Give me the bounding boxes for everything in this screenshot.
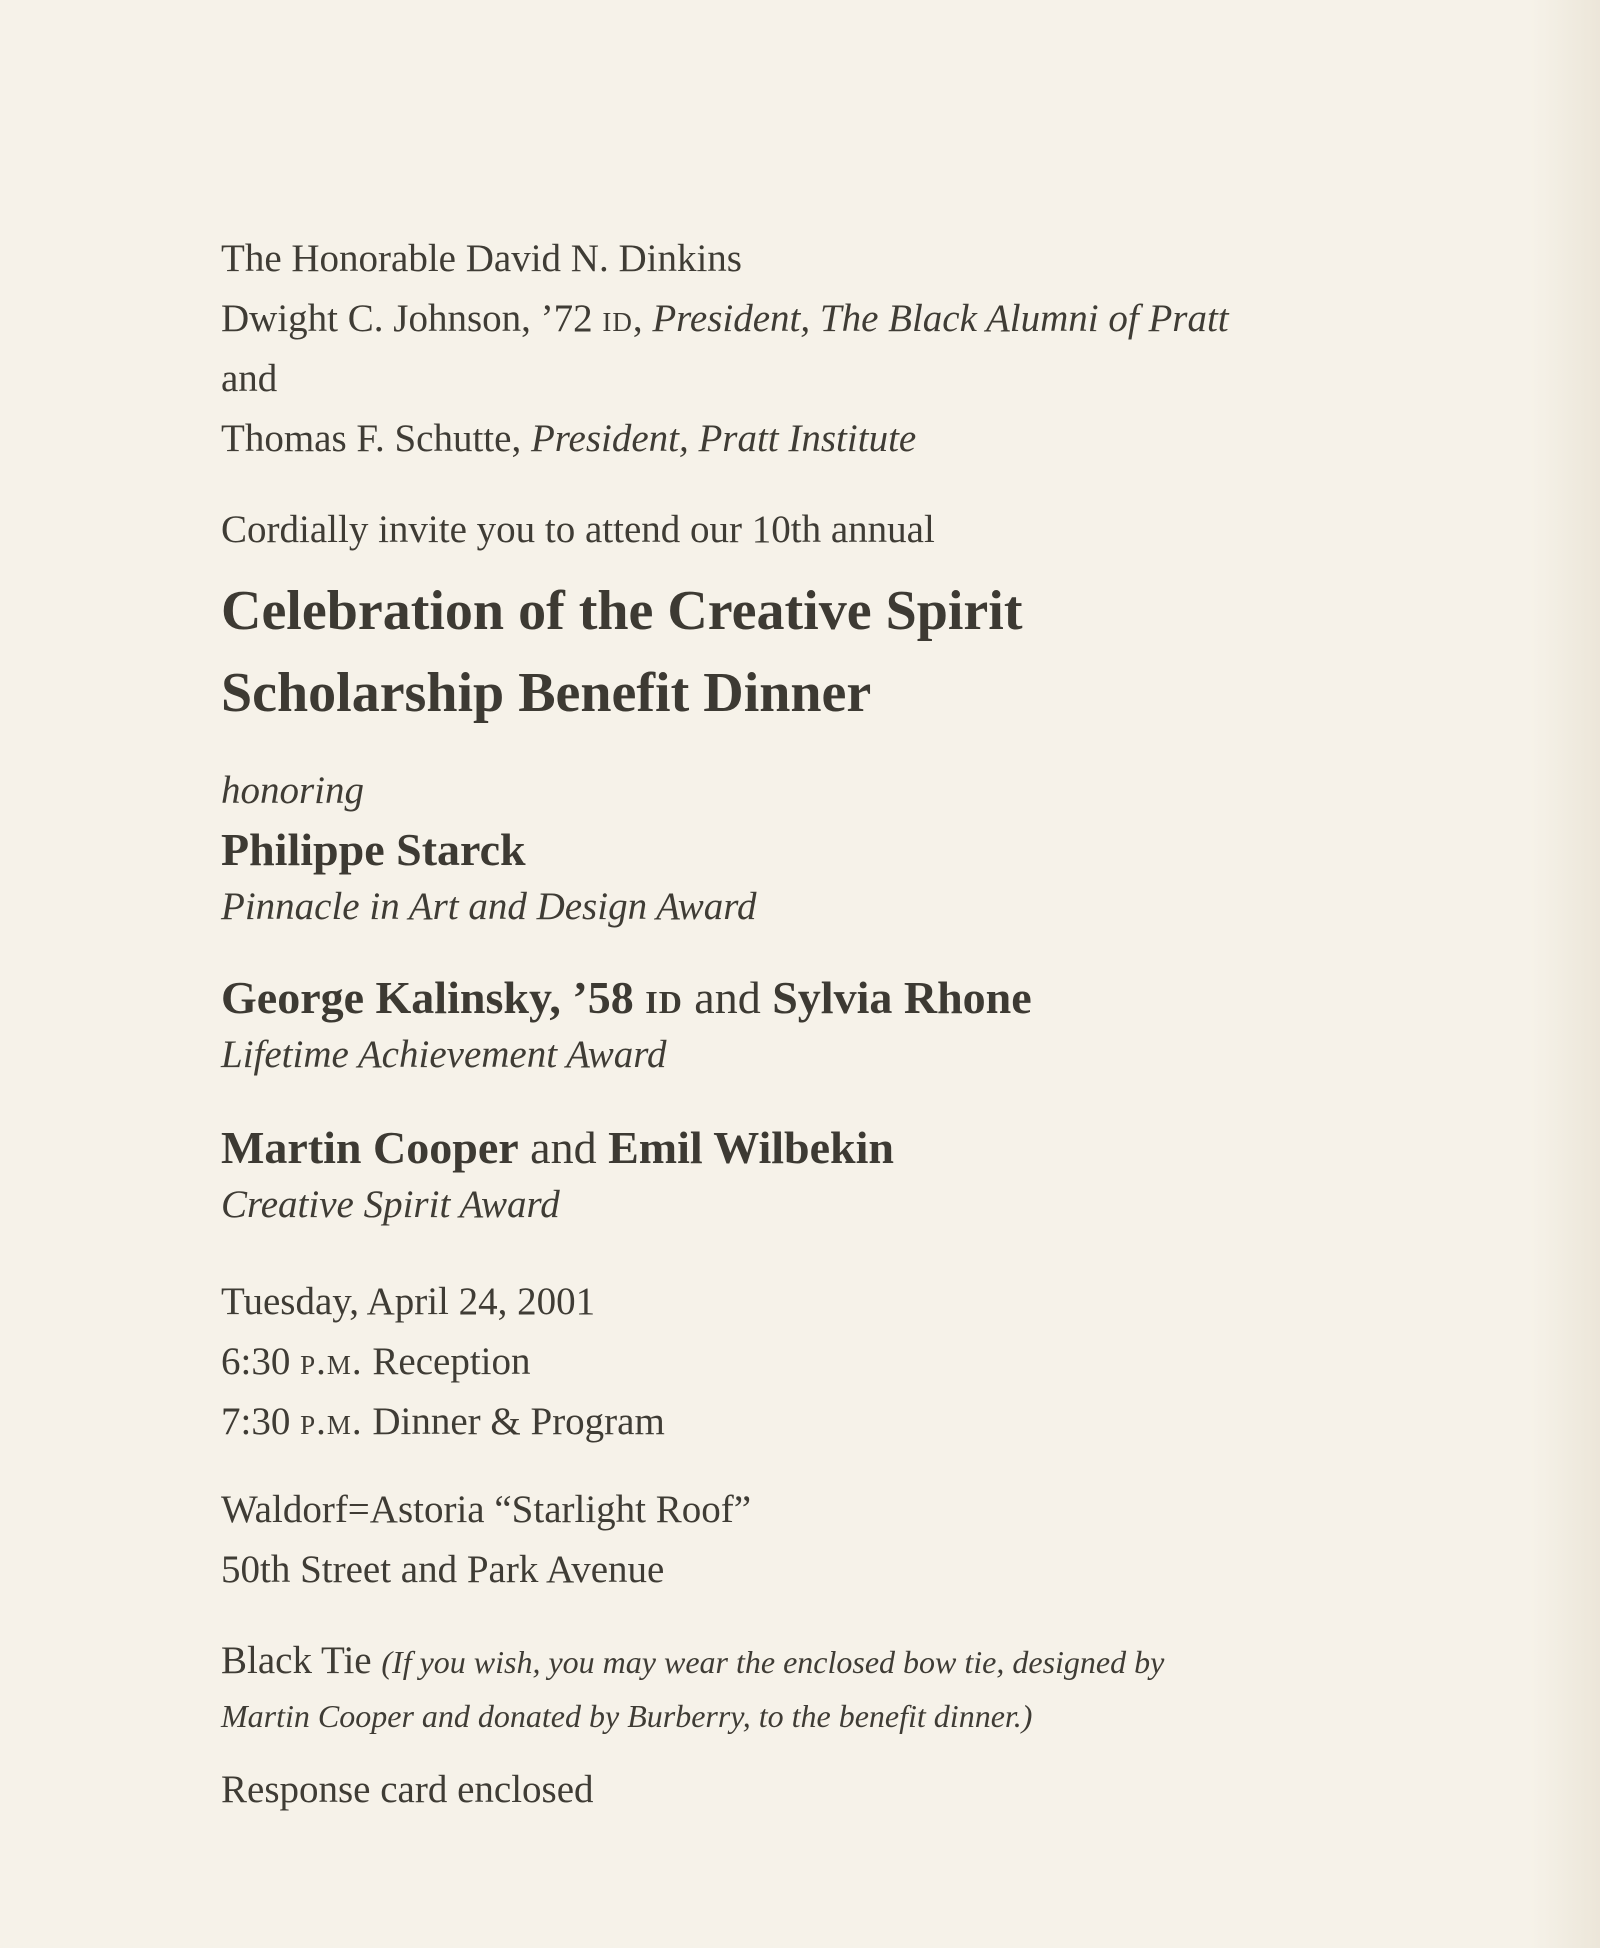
invitation-text: Cordially invite you to attend our 10th annual	[221, 508, 935, 551]
honoree-1	[221, 820, 1521, 934]
dress-block	[221, 1634, 1521, 1743]
honoree-2-name1: George Kalinsky, ’58	[221, 972, 646, 1023]
reception-ampm: p.m.	[300, 1340, 363, 1383]
honoree-1-award: Pinnacle in Art and Design Award	[221, 885, 757, 928]
honoree-3-names	[221, 1118, 1521, 1178]
honoree-3-award: Creative Spirit Award	[221, 1183, 560, 1226]
dinner-label: Dinner & Program	[362, 1400, 665, 1443]
dinner-time	[221, 1392, 1521, 1452]
host-johnson-title: President, The Black Alumni of Pratt	[652, 297, 1229, 340]
honoree-2	[221, 968, 1521, 1082]
event-title	[221, 570, 1521, 734]
honoree-3	[221, 1118, 1521, 1232]
venue-name: Waldorf=Astoria “Starlight Roof”	[221, 1488, 752, 1531]
host-johnson-sep: ,	[632, 297, 653, 340]
dress-line1	[221, 1634, 1521, 1689]
response-block	[221, 1760, 1521, 1820]
honoree-2-conj: and	[682, 972, 773, 1023]
event-title-line1: Celebration of the Creative Spirit	[221, 580, 1023, 642]
event-title-line2: Scholarship Benefit Dinner	[221, 662, 872, 724]
schedule-block	[221, 1272, 1521, 1452]
host-schutte-name: Thomas F. Schutte,	[221, 417, 531, 460]
honoree-2-dept: id	[645, 972, 683, 1023]
host-and: and	[221, 357, 278, 400]
honoree-2-names	[221, 968, 1521, 1028]
venue-address: 50th Street and Park Avenue	[221, 1548, 665, 1591]
host-dinkins: The Honorable David N. Dinkins	[221, 237, 742, 280]
honoree-1-name: Philippe Starck	[221, 824, 526, 875]
venue-block	[221, 1480, 1521, 1600]
dinner-time-value: 7:30	[221, 1400, 301, 1443]
hosts-block	[221, 229, 1521, 469]
honoree-3-name2: Emil Wilbekin	[608, 1122, 894, 1173]
honoree-3-conj: and	[518, 1122, 609, 1173]
honoree-2-award: Lifetime Achievement Award	[221, 1033, 667, 1076]
dress-note-line2: Martin Cooper and donated by Burberry, to the benefit dinner.)	[221, 1698, 1033, 1734]
event-date: Tuesday, April 24, 2001	[221, 1280, 596, 1323]
dress-label: Black Tie	[221, 1639, 382, 1682]
host-johnson	[221, 289, 1521, 349]
reception-time	[221, 1332, 1521, 1392]
host-schutte	[221, 409, 1521, 469]
reception-label: Reception	[362, 1340, 531, 1383]
invitation-block	[221, 500, 1521, 560]
host-johnson-name: Dwight C. Johnson, ’72	[221, 297, 603, 340]
host-schutte-title: President, Pratt Institute	[530, 417, 917, 460]
honoree-3-name1: Martin Cooper	[221, 1122, 519, 1173]
response-card: Response card enclosed	[221, 1768, 594, 1811]
reception-time-value: 6:30	[221, 1340, 301, 1383]
dress-note-line1: (If you wish, you may wear the enclosed bow tie, designed by	[381, 1644, 1165, 1680]
honoring-block	[221, 766, 1521, 816]
dinner-ampm: p.m.	[300, 1400, 363, 1443]
honoring-label: honoring	[221, 769, 365, 812]
page-edge-shadow	[1530, 0, 1600, 1948]
host-johnson-dept: id	[602, 297, 633, 340]
honoree-2-name2: Sylvia Rhone	[772, 972, 1032, 1023]
